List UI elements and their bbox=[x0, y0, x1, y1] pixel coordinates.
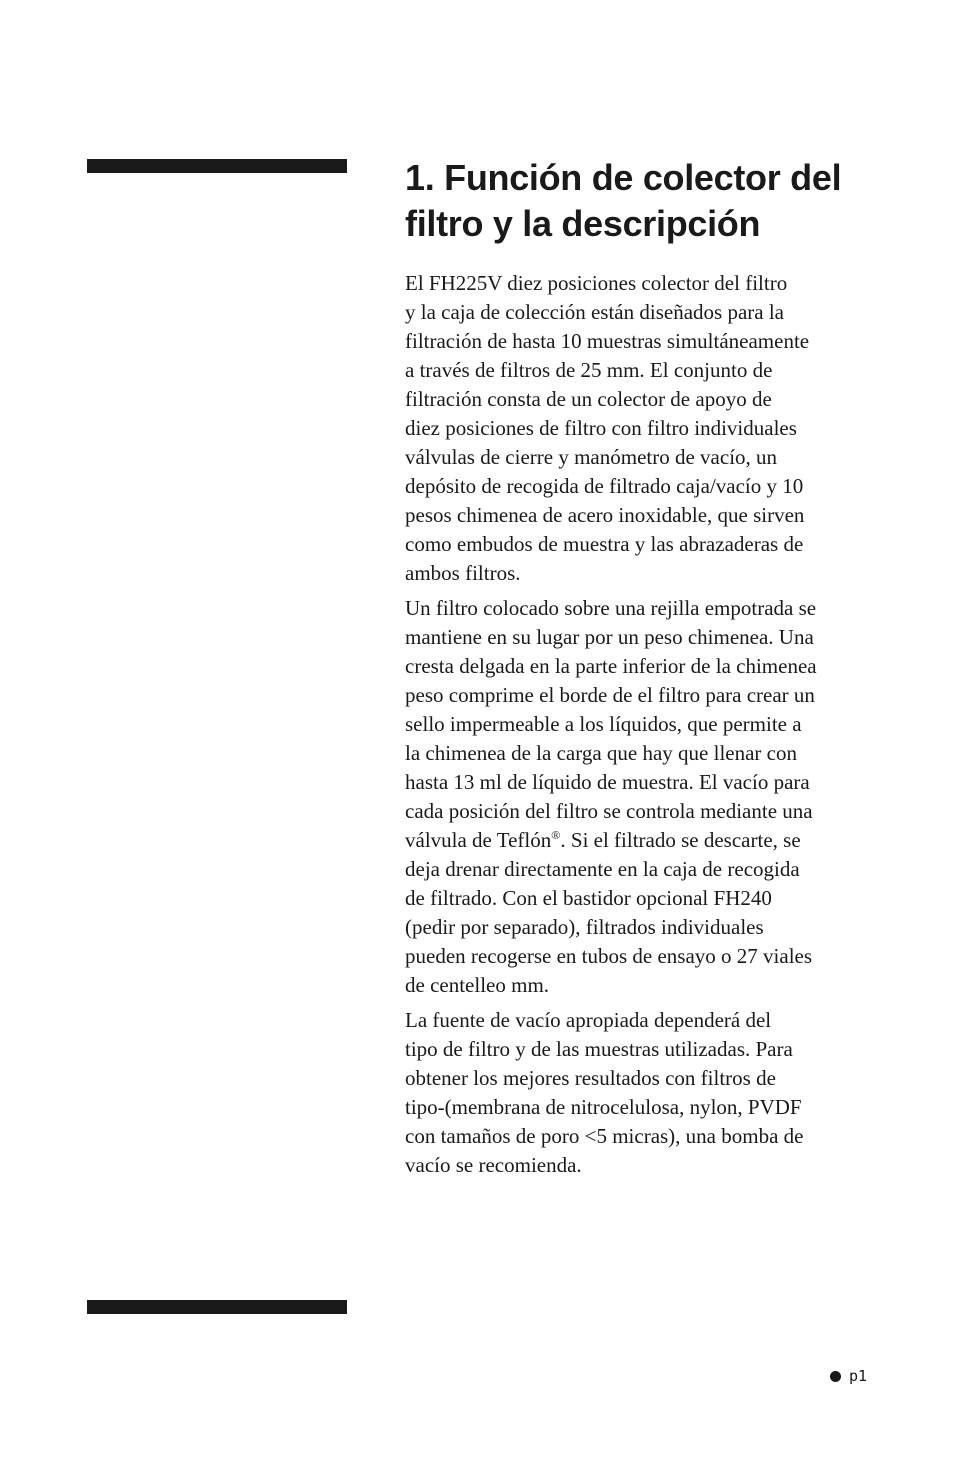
title-line: filtro y la descripción bbox=[405, 203, 761, 244]
text-line: y la caja de colección están diseñados para la bbox=[405, 300, 784, 324]
paragraph-vacuum-source bbox=[405, 1006, 880, 1180]
page-footer bbox=[830, 1367, 867, 1385]
teflon-text: válvula de Teflón bbox=[405, 828, 552, 852]
text-line: de filtrado. Con el bastidor opcional FH240 bbox=[405, 886, 772, 910]
text-line: como embudos de muestra y las abrazaderas de bbox=[405, 532, 804, 556]
text-line: deja drenar directamente en la caja de recogida bbox=[405, 857, 800, 881]
text-line: peso comprime el borde de el filtro para crear un bbox=[405, 683, 815, 707]
text-line: sello impermeable a los líquidos, que permite a bbox=[405, 712, 802, 736]
text-line: filtración de hasta 10 muestras simultáneamente bbox=[405, 329, 810, 353]
text-line: depósito de recogida de filtrado caja/vacío y 10 bbox=[405, 474, 804, 498]
registered-mark: ® bbox=[551, 828, 561, 842]
bullet-icon bbox=[830, 1371, 841, 1382]
bottom-decorative-rule bbox=[87, 1300, 347, 1314]
paragraph-operation bbox=[405, 594, 880, 1000]
text-line: válvulas de cierre y manómetro de vacío, un bbox=[405, 445, 778, 469]
top-decorative-rule bbox=[87, 159, 347, 173]
text-line: obtener los mejores resultados con filtros de bbox=[405, 1066, 776, 1090]
paragraph-description bbox=[405, 269, 880, 588]
text-line: tipo de filtro y de las muestras utilizadas. Para bbox=[405, 1037, 793, 1061]
text-line: la chimenea de la carga que hay que llenar con bbox=[405, 741, 797, 765]
text-line: filtración consta de un colector de apoyo de bbox=[405, 387, 772, 411]
text-line: cresta delgada en la parte inferior de la chimenea bbox=[405, 654, 817, 678]
text-line: cada posición del filtro se controla mediante una bbox=[405, 799, 813, 823]
text-line: pesos chimenea de acero inoxidable, que sirven bbox=[405, 503, 805, 527]
text-line: La fuente de vacío apropiada dependerá del bbox=[405, 1008, 772, 1032]
text-line: vacío se recomienda. bbox=[405, 1153, 582, 1177]
text-line: a través de filtros de 25 mm. El conjunto de bbox=[405, 358, 773, 382]
text-line: tipo-(membrana de nitrocelulosa, nylon, PVDF bbox=[405, 1095, 802, 1119]
title-line: 1. Función de colector del bbox=[405, 157, 842, 198]
page-number: p1 bbox=[848, 1367, 867, 1385]
page-title bbox=[405, 155, 880, 247]
text-line: pueden recogerse en tubos de ensayo o 27 viales bbox=[405, 944, 813, 968]
text-line: mantiene en su lugar por un peso chimenea. Una bbox=[405, 625, 814, 649]
main-content bbox=[405, 155, 880, 1186]
teflon-text-end: . Si el filtrado se descarte, se bbox=[560, 828, 801, 852]
text-line-teflon bbox=[405, 826, 880, 855]
text-line: Un filtro colocado sobre una rejilla empotrada se bbox=[405, 596, 817, 620]
text-line: diez posiciones de filtro con filtro individuales bbox=[405, 416, 797, 440]
text-line: ambos filtros. bbox=[405, 561, 521, 585]
text-line: de centelleo mm. bbox=[405, 973, 550, 997]
text-line: (pedir por separado), filtrados individuales bbox=[405, 915, 764, 939]
text-line: El FH225V diez posiciones colector del filtro bbox=[405, 271, 788, 295]
text-line: hasta 13 ml de líquido de muestra. El vacío para bbox=[405, 770, 810, 794]
text-line: con tamaños de poro <5 micras), una bomba de bbox=[405, 1124, 804, 1148]
